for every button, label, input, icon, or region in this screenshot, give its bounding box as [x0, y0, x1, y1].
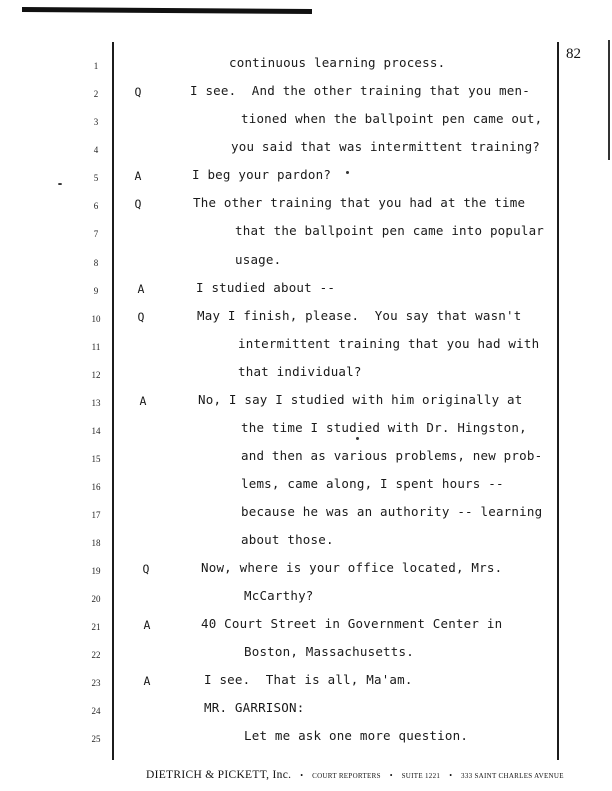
transcript-line — [0, 83, 612, 103]
line-number: 16 — [91, 482, 101, 492]
line-number: 19 — [91, 566, 101, 576]
transcript-line — [0, 55, 612, 75]
line-number: 3 — [93, 117, 99, 127]
line-number: 6 — [93, 201, 99, 211]
footer-bullet: • — [300, 771, 304, 780]
speaker-label: A — [143, 618, 151, 632]
speaker-label: A — [139, 394, 147, 408]
line-text: about those. — [241, 532, 334, 547]
line-text: you said that was intermittent training? — [231, 139, 541, 154]
line-text: May I finish, please. You say that wasn't — [197, 308, 522, 323]
speaker-label: Q — [134, 197, 142, 211]
line-text: tioned when the ballpoint pen came out, — [241, 111, 543, 126]
transcript-line — [0, 448, 612, 468]
firm-role: COURT REPORTERS — [312, 772, 381, 780]
line-text: Let me ask one more question. — [244, 728, 469, 743]
firm-address: 333 SAINT CHARLES AVENUE — [461, 772, 564, 780]
transcript-line — [0, 223, 612, 243]
transcript-line — [0, 672, 612, 692]
line-number: 23 — [91, 678, 101, 688]
line-text: The other training that you had at the time — [193, 195, 526, 210]
footer-bullet: • — [389, 771, 393, 780]
line-number: 24 — [91, 706, 101, 716]
line-number: 9 — [93, 286, 99, 296]
speaker-label: Q — [137, 310, 145, 324]
transcript-line — [0, 532, 612, 552]
firm-suite: SUITE 1221 — [401, 772, 441, 780]
line-number: 5 — [93, 173, 99, 183]
line-text: because he was an authority -- learning — [241, 504, 543, 519]
transcript-line — [0, 560, 612, 580]
line-number: 4 — [93, 145, 99, 155]
line-text: that individual? — [238, 364, 362, 379]
line-number: 15 — [91, 454, 101, 464]
line-text: the time I studied with Dr. Hingston, — [241, 420, 527, 435]
line-text: No, I say I studied with him originally at — [198, 392, 523, 407]
transcript-line — [0, 700, 612, 720]
line-number: 13 — [91, 398, 101, 408]
transcript-line — [0, 336, 612, 356]
line-text: that the ballpoint pen came into popular — [235, 223, 545, 238]
line-text: usage. — [235, 252, 282, 267]
line-number: 20 — [91, 594, 101, 604]
page-number: 82 — [566, 46, 581, 62]
transcript-line — [0, 476, 612, 496]
transcript-line — [0, 364, 612, 384]
line-number: 1 — [93, 61, 99, 71]
transcript-line — [0, 420, 612, 440]
line-number: 25 — [91, 734, 101, 744]
speaker-label: A — [134, 169, 142, 183]
line-number: 8 — [93, 258, 99, 268]
line-text: MR. GARRISON: — [204, 700, 305, 715]
line-text: and then as various problems, new prob- — [241, 448, 543, 463]
line-number: 14 — [91, 426, 101, 436]
transcript-line — [0, 139, 612, 159]
line-text: McCarthy? — [244, 588, 314, 603]
line-text: I studied about -- — [196, 280, 336, 295]
transcript-line — [0, 588, 612, 608]
line-number: 12 — [91, 370, 101, 380]
speaker-label: Q — [142, 562, 150, 576]
line-text: Now, where is your office located, Mrs. — [201, 560, 503, 575]
transcript-line — [0, 167, 612, 187]
reporter-footer — [146, 765, 566, 783]
line-number: 21 — [91, 622, 101, 632]
line-text: I see. And the other training that you men- — [190, 83, 530, 98]
line-number: 17 — [91, 510, 101, 520]
transcript-line — [0, 728, 612, 748]
transcript-line — [0, 392, 612, 412]
line-number: 22 — [91, 650, 101, 660]
line-number: 10 — [91, 314, 101, 324]
line-text: continuous learning process. — [229, 55, 446, 70]
line-text: I see. That is all, Ma'am. — [204, 672, 413, 687]
firm-name: DIETRICH & PICKETT, Inc. — [146, 769, 292, 781]
transcript-line — [0, 308, 612, 328]
line-number: 2 — [93, 89, 99, 99]
line-number: 7 — [93, 229, 99, 239]
line-text: Boston, Massachusetts. — [244, 644, 414, 659]
transcript-line — [0, 616, 612, 636]
transcript-line — [0, 111, 612, 131]
transcript-line — [0, 280, 612, 300]
speaker-label: A — [143, 674, 151, 688]
line-number: 11 — [91, 342, 101, 352]
transcript-line — [0, 504, 612, 524]
footer-bullet: • — [449, 771, 453, 780]
line-text: intermittent training that you had with — [238, 336, 540, 351]
transcript-line — [0, 195, 612, 215]
transcript-line — [0, 644, 612, 664]
speaker-label: Q — [134, 85, 142, 99]
line-text: 40 Court Street in Government Center in — [201, 616, 503, 631]
line-text: I beg your pardon? — [192, 167, 332, 182]
speaker-label: A — [137, 282, 145, 296]
line-text: lems, came along, I spent hours -- — [241, 476, 504, 491]
line-number: 18 — [91, 538, 101, 548]
transcript-line — [0, 252, 612, 272]
